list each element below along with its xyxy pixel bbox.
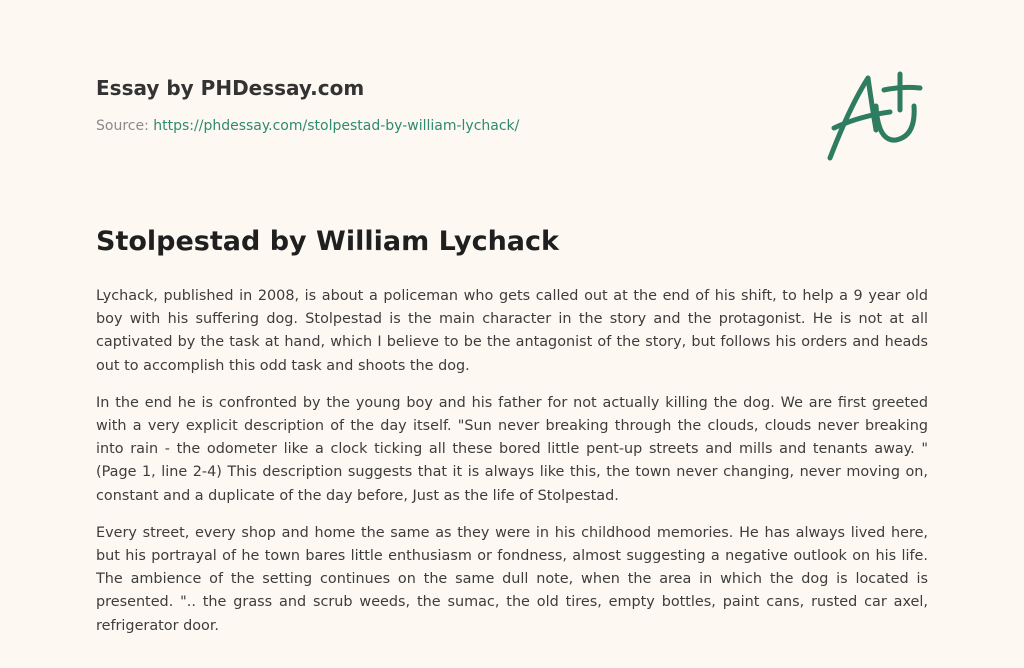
- paragraph: Every street, every shop and home the same as they were in his childhood memories. He has always lived here, but his portrayal of he town bares little enthusiasm or fondness, almost suggesting a negative outlook on his life. The ambience of the setting continues on the same dull note, when the area in which the dog is located is presented. ".. the grass and scrub weeds, the sumac, the old tires, empty bottles, paint cans, rusted car axel, refrigerator door.: [96, 524, 928, 634]
- a-plus-logo-icon: [820, 66, 930, 166]
- essay-title: Stolpestad by William Lychack: [96, 226, 559, 257]
- page-header: [96, 76, 796, 134]
- source-link[interactable]: https://phdessay.com/stolpestad-by-william-lychack/: [153, 118, 520, 134]
- paragraph: In the end he is confronted by the young boy and his father for not actually killing the dog. We are first greeted with a very explicit description of the day itself. "Sun never breaking through the clouds, clouds never breaking into rain - the odometer like a clock ticking all these bored little pent-up streets and mills and tenants away. " (Page 1, line 2-4) This description suggests that it is always like this, the town never changing, never moving on, constant and a duplicate of the day before, Just as the life of Stolpestad.: [96, 394, 928, 504]
- essay-body: [96, 285, 928, 652]
- source-line: [96, 118, 796, 134]
- paragraph: Lychack, published in 2008, is about a policeman who gets called out at the end of his shift, to help a 9 year old boy with his suffering dog. Stolpestad is the main character in the story and the protagonist. He is not at all captivated by the task at hand, which I believe to be the antagonist of the story, but follows his orders and heads out to accomplish this odd task and shoots the dog.: [96, 288, 928, 374]
- brand-title: Essay by PHDessay.com: [96, 76, 365, 100]
- source-label: Source:: [96, 118, 149, 134]
